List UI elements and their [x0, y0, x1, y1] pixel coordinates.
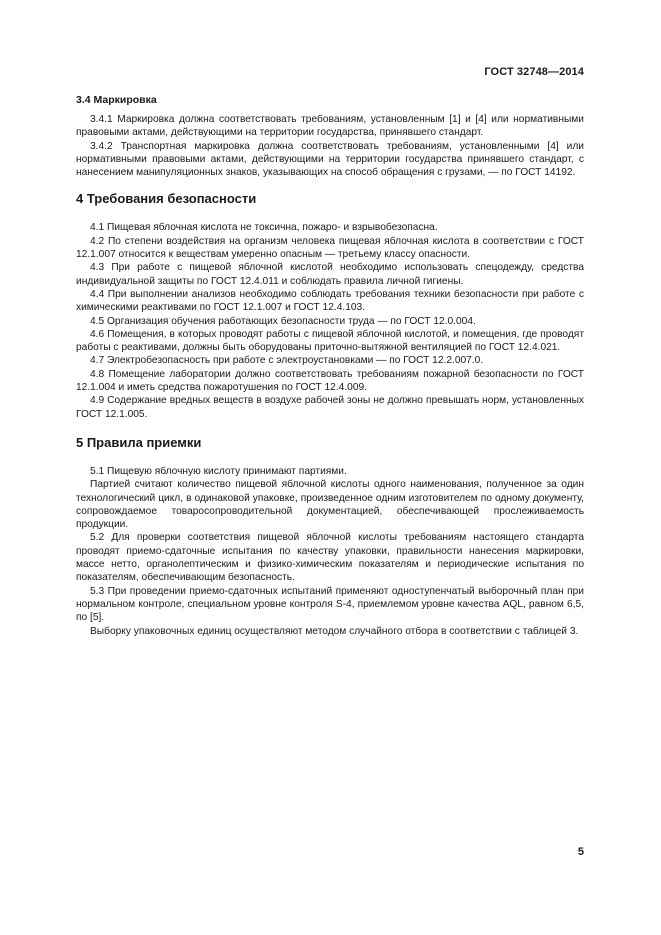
paragraph: 3.4.2 Транспортная маркировка должна соответствовать требованиям, установленными [4] или нормативными правовыми актами, действующими на территории государства принявшего стандарт, с нанесением манипуляционных знаков, указывающих на способ обращения с грузами, — по ГОСТ 14192. [76, 140, 584, 179]
paragraph: 4.8 Помещение лаборатории должно соответствовать требованиям пожарной безопасности по ГОСТ 12.1.004 и иметь средства пожаротушения по ГОСТ 12.4.009. [76, 368, 584, 394]
section-4 [76, 191, 584, 420]
paragraph: 3.4.1 Маркировка должна соответствовать требованиям, установленным [1] и [4] или нормативными правовыми актами, действующими на территории государства, принявшего стандарт. [76, 114, 584, 139]
paragraph: 4.1 Пищевая яблочная кислота не токсична, пожаро- и взрывобезопасна. [90, 222, 438, 234]
page-number: 5 [577, 846, 584, 858]
paragraph: 4.5 Организация обучения работающих безопасности труда — по ГОСТ 12.0.004. [90, 315, 476, 327]
paragraph: 4.2 По степени воздействия на организм человека пищевая яблочная кислота в соответствии с ГОСТ 12.1.007 относится к веществам умеренно опасным — третьему классу опасности. [76, 235, 584, 261]
paragraph: Выборку упаковочных единиц осуществляют методом случайного отбора в соответствии с таблицей 3. [90, 625, 579, 637]
section-5-title: 5 Правила приемки [76, 434, 202, 450]
paragraph: 4.6 Помещения, в которых проводят работы с пищевой яблочной кислотой, и помещения, где проводят работы с реактивами, должны быть оборудованы приточно-вытяжной вентиляцией по ГОСТ 12.4.021. [76, 328, 584, 354]
paragraph: 4.9 Содержание вредных веществ в воздухе рабочей зоны не должно превышать норм, установленных ГОСТ 12.1.005. [76, 395, 584, 420]
document-body [76, 93, 584, 638]
section-4-title: 4 Требования безопасности [76, 191, 257, 207]
paragraph: 4.4 При выполнении анализов необходимо соблюдать требования техники безопасности при работе с химическими реактивами по ГОСТ 12.1.007 и ГОСТ 12.4.103. [76, 288, 584, 314]
paragraph: 5.3 При проведении приемо-сдаточных испытаний применяют одноступенчатый выборочный план при нормальном контроле, специальном уровне контроля S-4, приемлемом уровне качества AQL, равном 6,5, по [5]. [76, 585, 584, 624]
paragraph: 4.3 При работе с пищевой яблочной кислотой необходимо использовать спецодежду, средства индивидуальной защиты по ГОСТ 12.4.011 и соблюдать правила личной гигиены. [76, 262, 584, 287]
document-page [76, 0, 584, 935]
section-3-4-title: 3.4 Маркировка [76, 94, 157, 106]
paragraph: Партией считают количество пищевой яблочной кислоты одного наименования, полученное за один технологический цикл, в одинаковой упаковке, произведенное одним изготовителем по одному документу, сопровождаемое товаросопроводительной документацией, обеспечивающей прослеживаемость продукции. [76, 479, 584, 531]
document-code: ГОСТ 32748—2014 [484, 66, 584, 78]
paragraph: 5.2 Для проверки соответствия пищевой яблочной кислоты требованиям настоящего стандарта проводят приемо-сдаточные испытания по качеству упаковки, правильности нанесения маркировки, массе нетто, органолептическим и физико-химическим показателям и периодические испытания по показателям, обеспечивающим безопасность. [76, 532, 584, 584]
paragraph: 5.1 Пищевую яблочную кислоту принимают партиями. [90, 465, 347, 477]
section-5 [76, 435, 584, 638]
paragraph: 4.7 Электробезопасность при работе с электроустановками — по ГОСТ 12.2.007.0. [90, 355, 484, 367]
section-3-4 [76, 93, 584, 179]
